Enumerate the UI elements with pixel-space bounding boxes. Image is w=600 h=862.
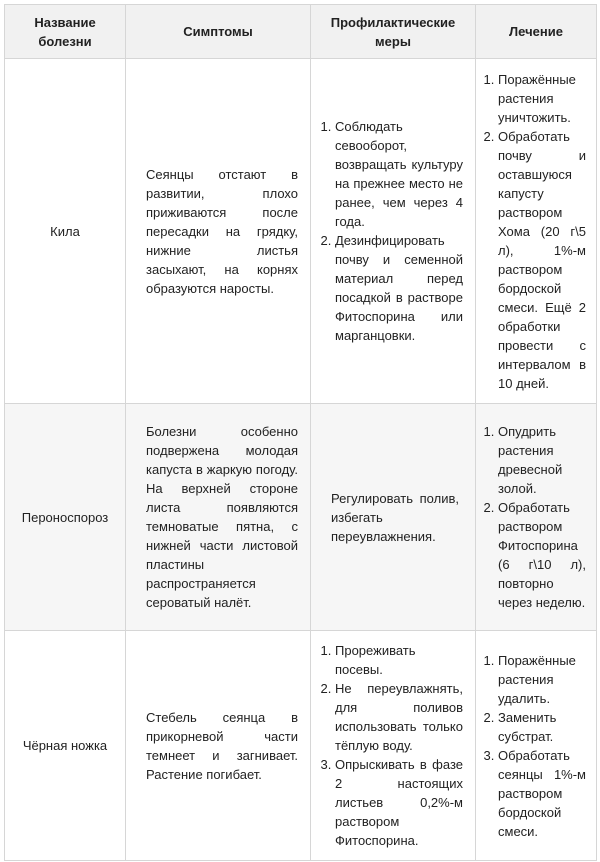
list-item: 1. Поражённые растения уничтожить.: [498, 70, 586, 127]
prevention-cell: [311, 59, 476, 404]
list-item: 2. Дезинфицировать почву и семенной материал перед посадкой в растворе Фитоспорина или марганцовки.: [335, 231, 463, 345]
prevention-cell: Регулировать полив, избегать переувлажнения.: [311, 404, 476, 631]
table-header-row: [5, 5, 597, 59]
disease-name: Кила: [5, 59, 126, 404]
table-row: [5, 59, 597, 404]
treatment-list: [480, 70, 586, 393]
list-item: 2. Заменить субстрат.: [498, 708, 586, 746]
list-item: 3. Обработать сеянцы 1%-м раствором бордоской смеси.: [498, 746, 586, 841]
list-item: 1. Опудрить растения древесной золой.: [498, 422, 586, 498]
treatment-list: [480, 422, 586, 612]
list-item: 1. Прореживать посевы.: [335, 641, 463, 679]
treatment-list: [480, 651, 586, 841]
symptoms-cell: Стебель сеянца в прикорневой части темнеет и загнивает. Растение погибает.: [126, 631, 311, 861]
header-treatment: Лечение: [476, 5, 597, 59]
prevention-list: [317, 641, 463, 850]
table-row: [5, 631, 597, 861]
treatment-cell: [476, 404, 597, 631]
prevention-cell: [311, 631, 476, 861]
table-row: [5, 404, 597, 631]
list-item: 2. Не переувлажнять, для поливов использовать только тёплую воду.: [335, 679, 463, 755]
symptoms-cell: Болезни особенно подвержена молодая капуста в жаркую погоду. На верхней стороне листа появляются темноватые пятна, с нижней части листовой пластины распространяется сероватый налёт.: [126, 404, 311, 631]
list-item: 2. Обработать почву и оставшуюся капусту раствором Хома (20 г\5 л), 1%-м раствором бордоской смеси. Ещё 2 обработки провести с интервалом в 10 дней.: [498, 127, 586, 393]
disease-table-container: [4, 4, 596, 861]
prevention-list: [317, 117, 463, 345]
header-disease-name: Название болезни: [5, 5, 126, 59]
disease-name: Пероноспороз: [5, 404, 126, 631]
header-prevention: Профилактические меры: [311, 5, 476, 59]
list-item: 3. Опрыскивать в фазе 2 настоящих листьев 0,2%-м раствором Фитоспорина.: [335, 755, 463, 850]
disease-table: [4, 4, 597, 861]
disease-name: Чёрная ножка: [5, 631, 126, 861]
treatment-cell: [476, 59, 597, 404]
header-symptoms: Симптомы: [126, 5, 311, 59]
list-item: 1. Поражённые растения удалить.: [498, 651, 586, 708]
list-item: 1. Соблюдать севооборот, возвращать культуру на прежнее место не ранее, чем через 4 года.: [335, 117, 463, 231]
symptoms-cell: Сеянцы отстают в развитии, плохо приживаются после пересадки на грядку, нижние листья засыхают, на корнях образуются наросты.: [126, 59, 311, 404]
treatment-cell: [476, 631, 597, 861]
list-item: 2. Обработать раствором Фитоспорина (6 г\10 л), повторно через неделю.: [498, 498, 586, 612]
